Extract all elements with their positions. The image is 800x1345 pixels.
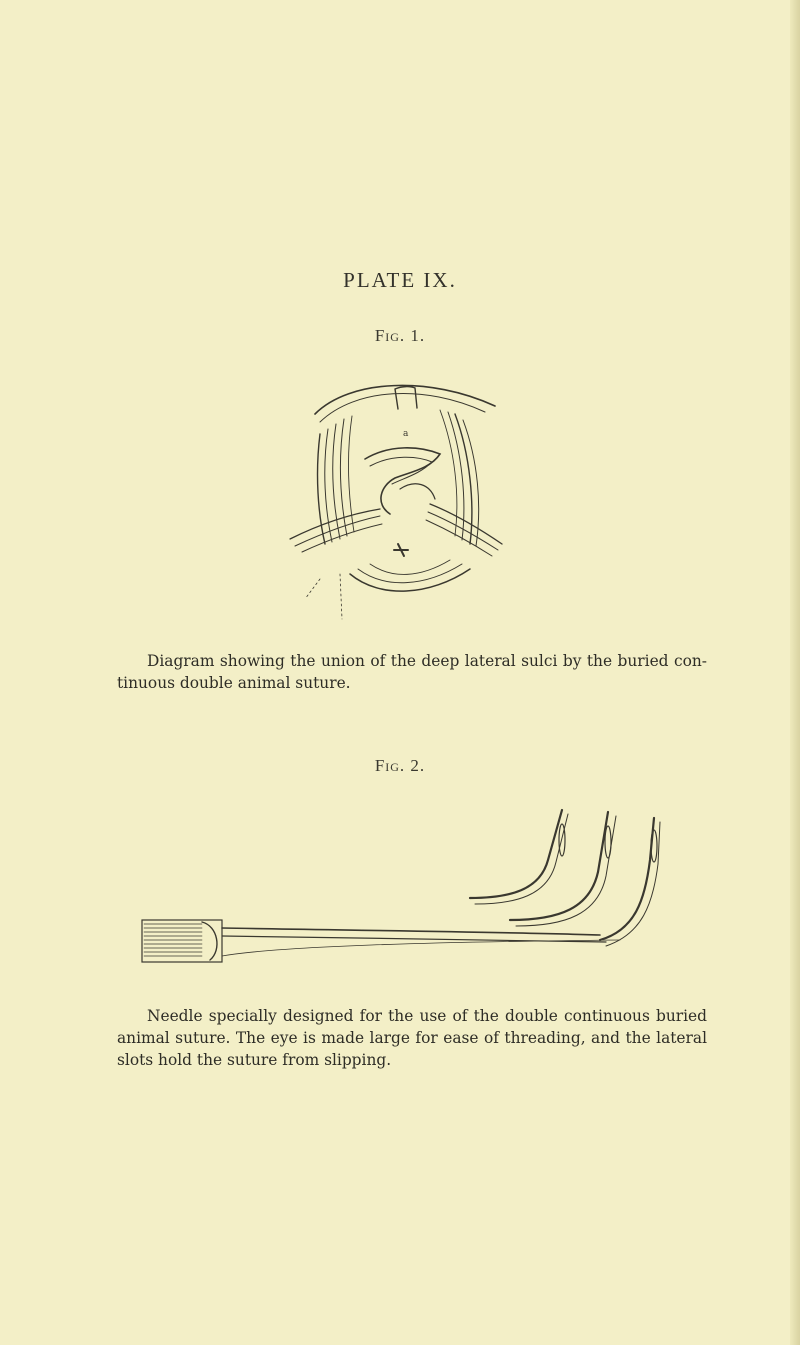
figure-1-label: Fig. 1. bbox=[374, 326, 426, 345]
sulci-suture-diagram bbox=[280, 374, 510, 629]
figure-2-caption: Needle specially designed for the use of the double continuous buried animal suture. The eye is made large for ease of threading, and the lateral slots hold the suture from slipping. bbox=[117, 1007, 707, 1069]
svg-text:a: a bbox=[403, 429, 409, 439]
double-suture-needle-drawing bbox=[130, 800, 670, 980]
page-edge bbox=[790, 0, 800, 1345]
figure-2-illustration bbox=[130, 800, 670, 980]
figure-1-illustration bbox=[280, 374, 510, 629]
figure-2-label: Fig. 2. bbox=[374, 756, 426, 775]
plate-title: PLATE IX. bbox=[343, 268, 457, 292]
figure-1-caption: Diagram showing the union of the deep lateral sulci by the buried con- tinuous double animal suture. bbox=[117, 652, 707, 692]
